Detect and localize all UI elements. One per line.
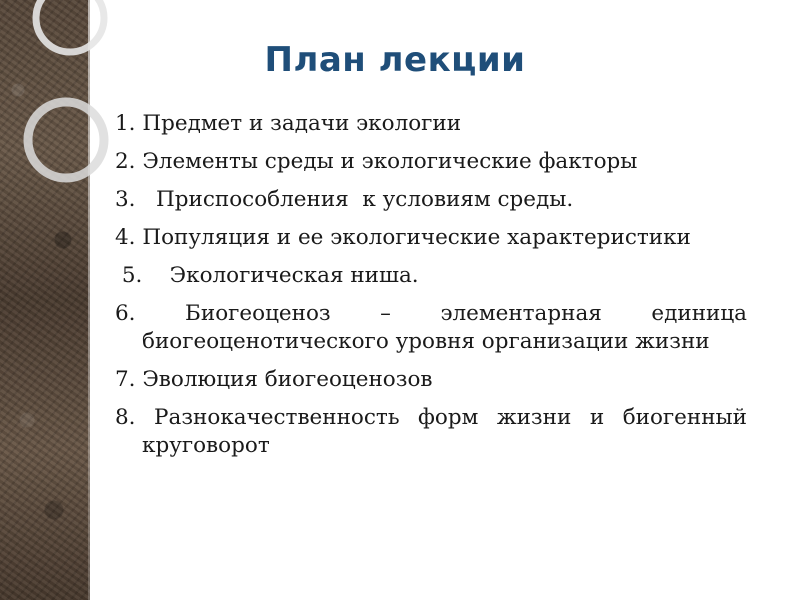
plan-item-8: 8. Разнокачественность форм жизни и биогенный круговорот [115,405,747,458]
plan-item-3: 3. Приспособления к условиям среды. [115,187,574,212]
plan-item-6: 6. Биогеоценоз – элементарная единица биогеоценотического уровня организации жизни [115,301,747,354]
slide-title: План лекции [264,40,526,80]
plan-item-7: 7. Эволюция биогеоценозов [115,367,433,392]
lecture-plan-list [115,110,747,470]
plan-item-4: 4. Популяция и ее экологические характеристики [115,225,691,250]
decorative-rings-icon [0,0,120,200]
plan-item-5: 5. Экологическая ниша. [115,263,419,288]
plan-item-1: 1. Предмет и задачи экологии [115,111,462,136]
plan-item-2: 2. Элементы среды и экологические факторы [115,149,638,174]
